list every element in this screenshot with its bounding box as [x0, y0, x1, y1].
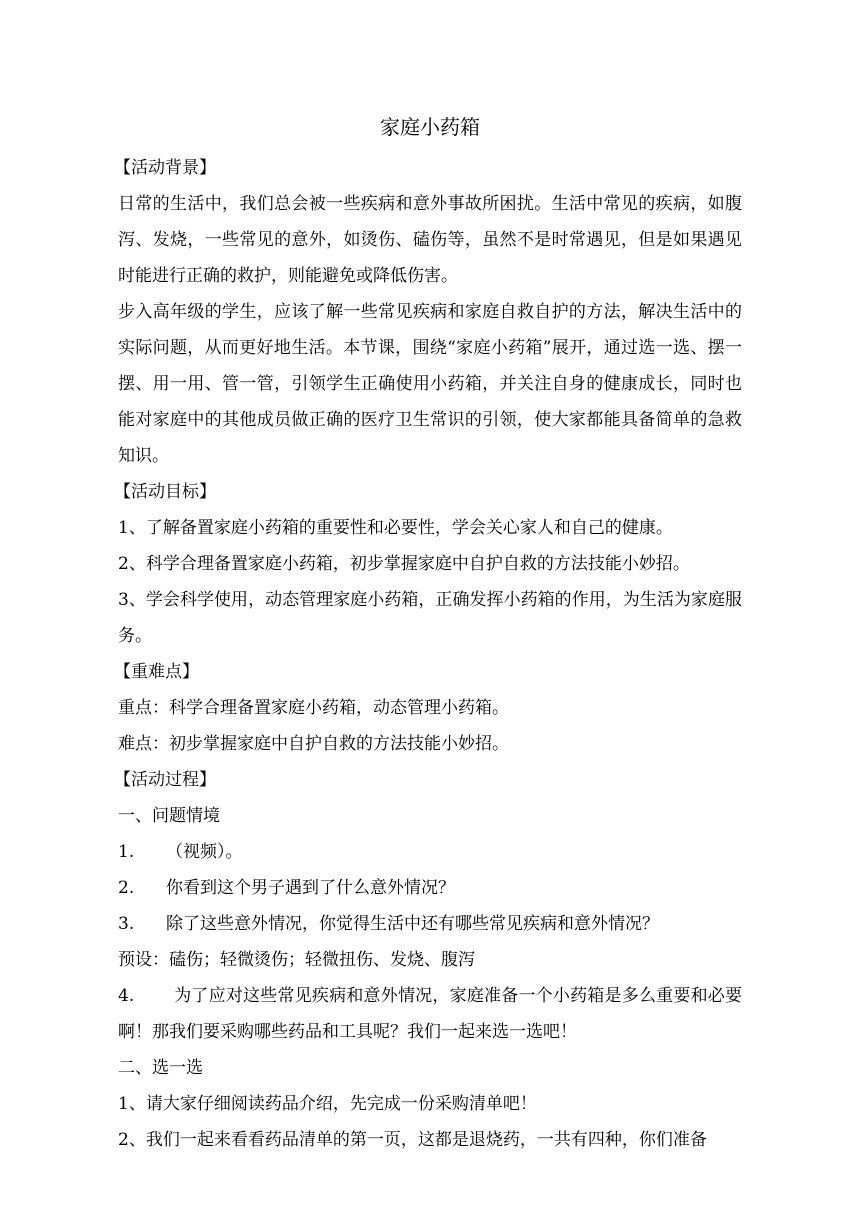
step-text: （视频）。: [166, 842, 243, 862]
section-heading-goals: 【活动目标】: [114, 482, 216, 502]
step-number: 4.: [118, 986, 135, 1006]
goal-item-2: 2、科学合理备置家庭小药箱，初步掌握家庭中自护自救的方法技能小妙招。: [118, 554, 690, 574]
part-2-item-2: 2、我们一起来看看药品清单的第一页，这都是退烧药，一共有四种，你们准备: [118, 1130, 707, 1150]
process-part-1-title: 一、问题情境: [118, 806, 220, 826]
goal-item-3: 3、学会科学使用，动态管理家庭小药箱，正确发挥小药箱的作用，为生活为家庭服务。: [118, 590, 742, 646]
step-text: 为了应对这些常见疾病和意外情况，家庭准备一个小药箱是多么重要和必要啊！那我们要采购哪些药品和工具呢？我们一起来选一选吧！: [118, 986, 742, 1042]
step-number: 2.: [118, 878, 135, 898]
keypoint-difficult: 难点：初步掌握家庭中自护自救的方法技能小妙招。: [118, 734, 509, 754]
goal-item-1: 1、了解备置家庭小药箱的重要性和必要性，学会关心家人和自己的健康。: [118, 518, 673, 538]
step-number: 1.: [118, 842, 135, 862]
document-title: 家庭小药箱: [380, 115, 480, 139]
section-heading-keypoints: 【重难点】: [114, 662, 199, 682]
step-text: 你看到这个男子遇到了什么意外情况？: [166, 878, 455, 898]
step-text: 除了这些意外情况，你觉得生活中还有哪些常见疾病和意外情况？: [166, 914, 659, 934]
process-part-2-title: 二、选一选: [118, 1058, 203, 1078]
section-heading-background: 【活动背景】: [114, 158, 216, 178]
process-preset: 预设：磕伤；轻微烫伤；轻微扭伤、发烧、腹泻: [118, 950, 475, 970]
process-step-4: [118, 978, 742, 1050]
background-paragraph-2: 步入高年级的学生，应该了解一些常见疾病和家庭自救自护的方法，解决生活中的实际问题，从而更好地生活。本节课，围绕“家庭小药箱”展开，通过选一选、摆一摆、用一用、管一管，引领学生正确使用小药箱，并关注自身的健康成长，同时也能对家庭中的其他成员做正确的医疗卫生常识的引领，使大家都能具备简单的急救知识。: [118, 302, 742, 466]
step-number: 3.: [118, 914, 135, 934]
section-heading-process: 【活动过程】: [114, 770, 216, 790]
part-2-item-1: 1、请大家仔细阅读药品介绍，先完成一份采购清单吧！: [118, 1094, 537, 1114]
process-step-1: [118, 834, 742, 870]
process-step-2: [118, 870, 742, 906]
process-step-3: [118, 906, 742, 942]
background-paragraph-1: 日常的生活中，我们总会被一些疾病和意外事故所困扰。生活中常见的疾病，如腹泻、发烧，一些常见的意外，如烫伤、磕伤等，虽然不是时常遇见，但是如果遇见时能进行正确的救护，则能避免或降低伤害。: [118, 194, 742, 286]
keypoint-key: 重点：科学合理备置家庭小药箱，动态管理小药箱。: [118, 698, 509, 718]
